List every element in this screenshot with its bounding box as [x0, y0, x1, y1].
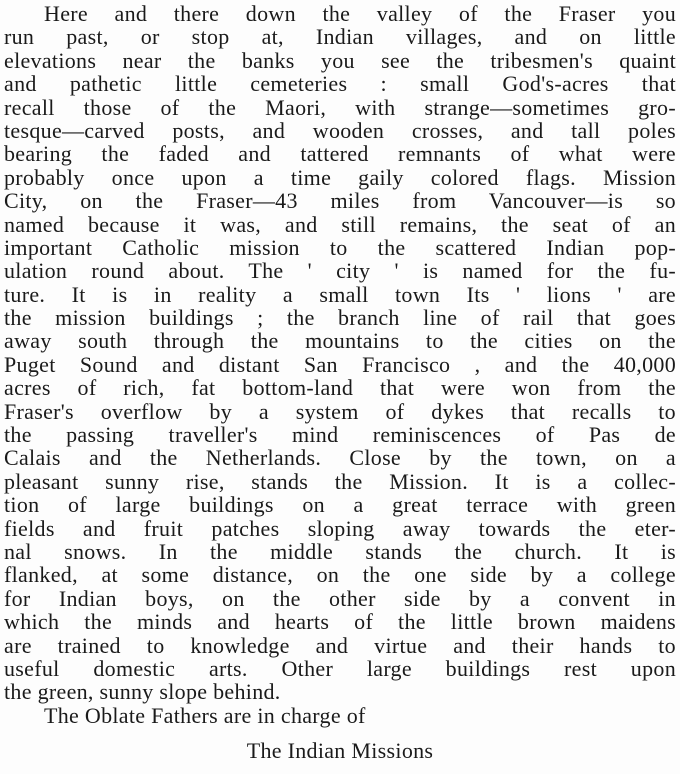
text-line: fields and fruit patches sloping away towards the eter- [4, 515, 676, 541]
text-line: the green, sunny slope behind. [4, 679, 281, 705]
paragraph-1 [0, 2, 680, 704]
text-line: probably once upon a time gaily colored flags. Mission [4, 164, 676, 190]
text-line: acres of rich, fat bottom-land that were won from the [4, 375, 676, 401]
text-line: useful domestic arts. Other large buildings rest upon [4, 655, 676, 681]
text-line: recall those of the Maori, with strange—sometimes gro- [4, 94, 676, 120]
section-heading: The Indian Missions [246, 738, 434, 764]
text-line: are trained to knowledge and virtue and their hands to [4, 632, 676, 658]
text-line: flanked, at some distance, on the one side by a college [4, 562, 676, 588]
text-line: pleasant sunny rise, stands the Mission. It is a collec- [4, 468, 676, 494]
text-line: named because it was, and still remains, the seat of an [4, 211, 676, 237]
text-line: away south through the mountains to the cities on the [4, 328, 676, 354]
text-line: ulation round about. The ' city ' is named for the fu- [4, 258, 676, 284]
text-line: City, on the Fraser—43 miles from Vancouver—is so [4, 188, 676, 214]
text-line: ture. It is in reality a small town Its ' lions ' are [4, 281, 676, 307]
text-line: Calais and the Netherlands. Close by the town, on a [4, 445, 676, 471]
text-line: tion of large buildings on a great terrace with green [4, 492, 676, 518]
text-line: and pathetic little cemeteries : small God's-acres that [4, 71, 676, 97]
text-line: run past, or stop at, Indian villages, and on little [4, 24, 676, 50]
text-line: important Catholic mission to the scattered Indian pop- [4, 234, 676, 260]
text-line: for Indian boys, on the other side by a convent in [4, 585, 676, 611]
text-line: Fraser's overflow by a system of dykes that recalls to [4, 398, 676, 424]
text-line: The Oblate Fathers are in charge of [44, 702, 366, 728]
text-line: which the minds and hearts of the little brown maidens [4, 609, 676, 635]
text-line: the passing traveller's mind reminiscences of Pas de [4, 422, 676, 448]
text-line: the mission buildings ; the branch line of rail that goes [4, 305, 676, 331]
text-line: Puget Sound and distant San Francisco , and the 40,000 [4, 351, 676, 377]
text-line: bearing the faded and tattered remnants of what were [4, 141, 676, 167]
text-line: nal snows. In the middle stands the church. It is [4, 538, 676, 564]
text-line: Here and there down the valley of the Fraser you [44, 1, 676, 26]
text-line: tesque—carved posts, and wooden crosses, and tall poles [4, 117, 676, 143]
text-line: elevations near the banks you see the tribesmen's quaint [4, 47, 676, 73]
paragraph-2 [0, 704, 680, 727]
